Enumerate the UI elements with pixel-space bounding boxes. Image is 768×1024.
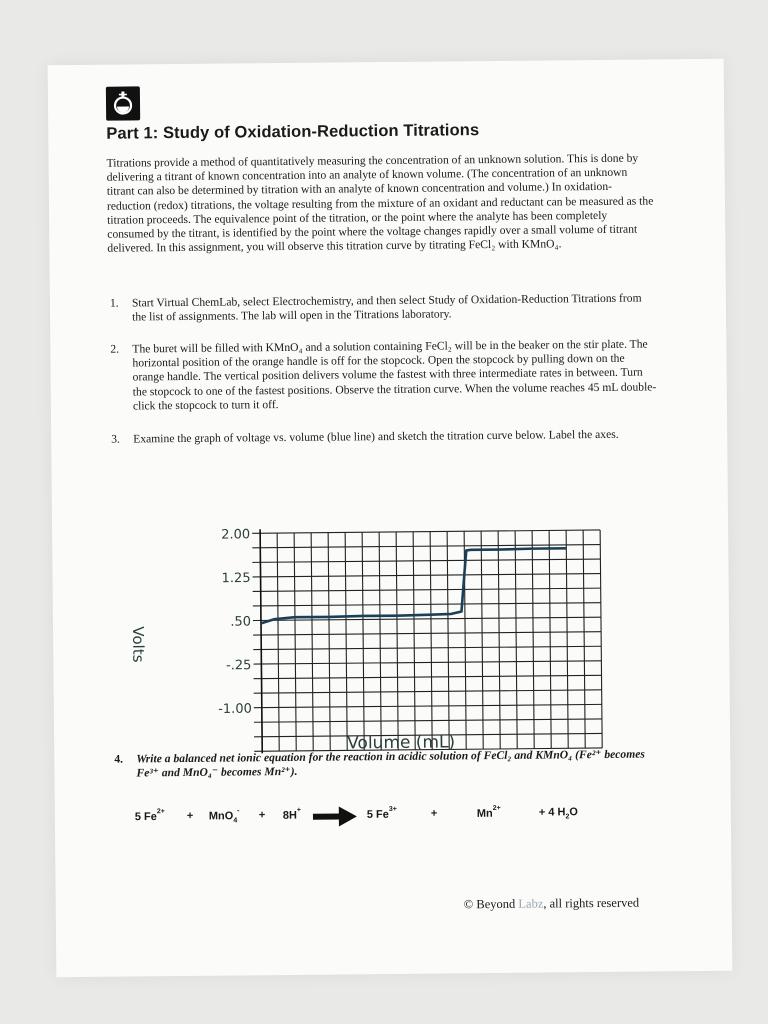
step-text: Write a balanced net ionic equation for the reaction in acidic solution of FeCl₂ and KMnO₄ (Fe²⁺ becomes Fe³⁺ and MnO₄⁻ becomes Mn²⁺). [136,747,645,780]
grid-line-vertical [515,531,517,749]
plus-sign: + [430,807,438,820]
reactant-mno4: MnO$_4$- [208,807,240,825]
reactant-h: 8H+ [282,806,301,822]
x-axis-label: Volume (mL) [347,732,456,754]
grid-line-vertical [413,532,415,750]
grid-line-horizontal [254,704,602,707]
grid-line-vertical [498,531,500,749]
grid-line-horizontal [252,530,600,533]
page-title: Part 1: Study of Oxidation-Reduction Titrations [106,121,480,143]
titration-chart [91,460,614,755]
grid-line-vertical [532,531,534,749]
grid-line-horizontal [254,690,602,693]
step-number: 1. [109,296,119,310]
product-mn2: $Mn^{2+}$ [476,804,501,820]
plus-sign: + [186,809,194,822]
grid-line-horizontal [253,588,601,591]
brand-name-b: Labz [518,896,544,911]
step-2 [110,337,658,413]
grid-line-vertical [396,532,398,750]
grid-line-vertical [549,530,551,748]
y-tick-labels [216,527,251,717]
chart-grid [252,526,602,755]
copyright-text: , all rights reserved [543,895,640,911]
grid-line-vertical [277,533,279,751]
worksheet-page [48,59,733,977]
flask-logo-icon [106,86,140,120]
step-text: The buret will be filled with KMnO₄ and a solution containing FeCl₂ will be in the beaker on the stir plate. The horizontal position of the orange handle is off for the stopcock. Open the stopcock by pulling down on the orange handle. The vertical position delivers volume the fastest with three intermediate rates in between. Turn the stopcock to one of the fastest positions. Observe the titration curve. When the volume reaches 45 mL double-click the stopcock to turn it off. [132,337,657,413]
step-number: 4. [114,752,124,766]
y-tick-label: .50 [230,614,252,630]
grid-line-horizontal [253,603,601,606]
grid-line-vertical [583,530,585,748]
grid-line-vertical [328,533,330,751]
step-number: 3. [111,432,120,446]
y-tick-label: 1.25 [221,570,251,587]
y-tick-label: -.25 [225,658,252,674]
grid-line-vertical [566,530,568,748]
grid-line-horizontal [254,719,602,722]
reaction-arrow-icon [313,805,357,827]
grid-line-horizontal [254,675,602,678]
step-text: Start Virtual ChemLab, select Electrochemistry, and then select Study of Oxidation-Reduction Titrations from the list of assignments. The lab will open in the Titrations laboratory. [131,291,642,324]
y-tick-label: 2.00 [221,527,251,543]
grid-line-vertical [379,532,381,750]
step-text: Examine the graph of voltage vs. volume (blue line) and sketch the titration curve below. Label the axes. [133,427,619,446]
grid-line-vertical [430,532,432,750]
grid-line-vertical [345,532,347,750]
grid-line-horizontal [253,574,601,577]
copyright-footer [464,896,640,913]
step-3 [111,427,659,446]
grid-line-vertical [362,532,364,750]
net-ionic-equation [135,800,635,835]
grid-line-vertical [311,533,313,751]
product-fe3: 5 $Fe^{3+}$ [366,805,397,821]
grid-line-vertical [294,533,296,751]
y-axis-line [260,529,262,755]
intro-paragraph: Titrations provide a method of quantitatively measuring the concentration of an unknown solution. This is done by delivering a titrant of known concentration into an analyte of known volume. (The concentration of an unknown titrant can also be determined by titration with an analyte of known concentration and volume.) In oxidation-reduction (redox) titrations, the voltage resulting from the mixture of an oxidant and reductant can be measured as the titration proceeds. The equivalence point of the titration, or the point where the analyte has been completely consumed by the titrant, is identified by the point where the voltage changes rapidly over a small volume of titrant delivered. In this assignment, you will observe this titration curve by titrating FeCl₂ with KMnO₄. [106,151,654,255]
grid-line-horizontal [252,559,600,562]
copyright-symbol: © [463,897,474,912]
step-number: 2. [110,342,120,356]
grid-line-vertical [447,531,449,749]
grid-line-vertical [481,531,483,749]
brand-name-a: Beyond [476,896,516,912]
y-tick-label: -1.00 [218,701,252,718]
y-axis-label: Volts [129,626,148,663]
reactant-fe2: 5 $Fe^{2+}$ [134,808,165,824]
grid-line-vertical [600,530,602,748]
grid-line-horizontal [253,661,601,664]
grid-line-horizontal [253,646,601,649]
plus-sign: + [258,809,266,822]
product-water: + 4 $H_2O$ [538,806,578,821]
grid-line-horizontal [253,632,601,635]
step-1 [109,291,658,324]
